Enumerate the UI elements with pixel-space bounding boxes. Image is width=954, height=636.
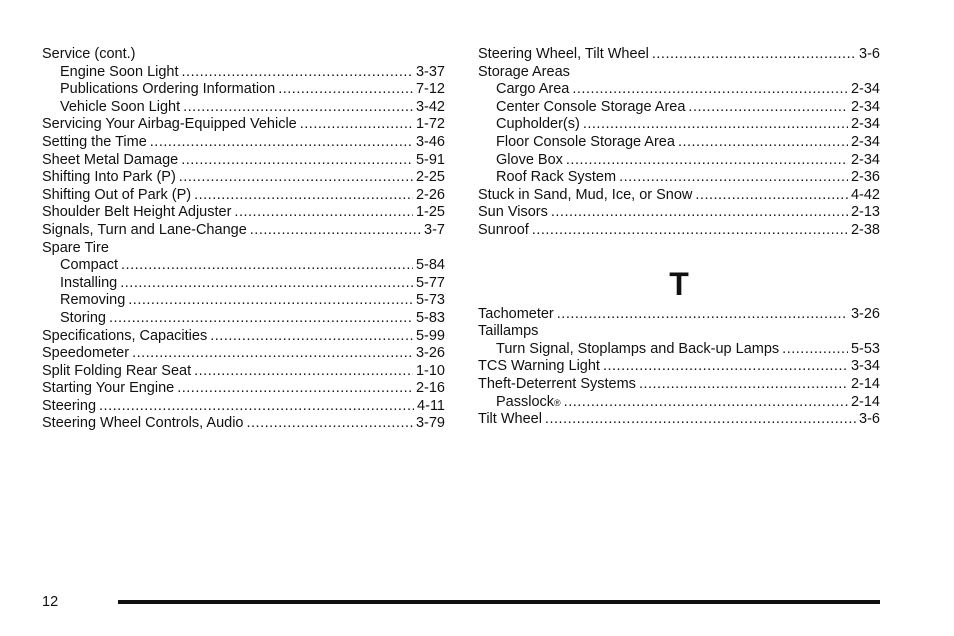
entry-label: Storage Areas <box>478 63 570 80</box>
dot-leader <box>545 411 856 429</box>
entry-label: Passlock <box>496 393 555 410</box>
index-heading <box>42 240 445 258</box>
dot-leader <box>234 204 413 222</box>
entry-label: Engine Soon Light <box>60 63 179 80</box>
entry-label: Steering Wheel, Tilt Wheel <box>478 46 649 62</box>
index-entry <box>478 46 880 64</box>
dot-leader <box>182 64 413 82</box>
entry-page: 3-26 <box>850 305 880 322</box>
dot-leader <box>181 152 413 170</box>
index-entry <box>42 169 445 187</box>
dot-leader <box>564 394 848 412</box>
dot-leader <box>210 328 413 346</box>
index-heading <box>42 46 445 64</box>
entry-page: 4-11 <box>417 397 445 414</box>
dot-leader <box>566 152 848 170</box>
entry-page: 3-79 <box>415 415 445 432</box>
entry-label: Shoulder Belt Height Adjuster <box>42 204 232 221</box>
entry-page: 2-25 <box>415 169 445 186</box>
entry-label: Shifting Into Park (P) <box>42 169 176 186</box>
index-entry: Passlock ® ..... 2-14 <box>478 394 880 412</box>
index-entry <box>478 411 880 429</box>
dot-leader <box>532 222 848 240</box>
dot-leader <box>150 134 413 152</box>
dot-leader <box>177 380 413 398</box>
entry-page: 3-26 <box>415 345 445 362</box>
index-entry <box>478 376 880 394</box>
entry-label: Tachometer <box>478 305 554 322</box>
entry-page: 4-42 <box>850 186 880 203</box>
entry-label: Installing <box>60 274 118 291</box>
dot-leader <box>247 415 413 433</box>
entry-label: Stuck in Sand, Mud, Ice, or Snow <box>478 186 693 203</box>
dot-leader <box>278 81 413 99</box>
entry-label: Starting Your Engine <box>42 380 175 397</box>
entry-label: Sunroof <box>478 221 529 238</box>
index-entry <box>42 328 445 346</box>
index-entry <box>478 169 880 187</box>
entry-page: 2-34 <box>850 151 880 168</box>
entry-page: 3-42 <box>415 98 445 115</box>
entry-label: Removing <box>60 292 126 309</box>
dot-leader <box>194 363 413 381</box>
entry-page: 2-13 <box>850 204 880 221</box>
dot-leader <box>128 292 413 310</box>
entry-label: Shifting Out of Park (P) <box>42 186 192 203</box>
index-entry <box>42 81 445 99</box>
index-column-right <box>478 46 880 429</box>
entry-label: Roof Rack System <box>496 169 617 186</box>
index-heading <box>478 64 880 82</box>
index-entry <box>42 134 445 152</box>
entry-page: 2-38 <box>850 221 880 238</box>
index-entry <box>42 275 445 293</box>
index-entry <box>42 187 445 205</box>
index-list-t <box>478 306 880 429</box>
entry-page: 2-26 <box>415 186 445 203</box>
dot-leader <box>300 116 413 134</box>
index-entry <box>42 116 445 134</box>
index-entry <box>478 204 880 222</box>
index-entry <box>42 222 445 240</box>
entry-label: Sheet Metal Damage <box>42 151 179 168</box>
dot-leader <box>652 46 856 64</box>
dot-leader <box>179 169 413 187</box>
dot-leader <box>551 204 848 222</box>
entry-label: Split Folding Rear Seat <box>42 362 192 379</box>
entry-page: 2-34 <box>850 81 880 98</box>
entry-label: Sun Visors <box>478 204 548 221</box>
index-entry <box>478 358 880 376</box>
entry-page: 3-37 <box>415 63 445 80</box>
dot-leader <box>99 398 414 416</box>
entry-page: 5-73 <box>415 292 445 309</box>
index-entry <box>42 64 445 82</box>
entry-page: 2-36 <box>850 169 880 186</box>
entry-label: Center Console Storage Area <box>496 98 686 115</box>
entry-label: Publications Ordering Information <box>60 81 276 98</box>
entry-label: Cargo Area <box>496 81 570 98</box>
footer-rule <box>118 600 880 604</box>
entry-page: 1-10 <box>415 362 445 379</box>
index-column-left <box>42 46 445 433</box>
dot-leader <box>782 341 848 359</box>
entry-page: 2-16 <box>415 380 445 397</box>
entry-label: Service (cont.) <box>42 46 136 62</box>
entry-page: 5-99 <box>415 327 445 344</box>
entry-label: Servicing Your Airbag-Equipped Vehicle <box>42 116 297 133</box>
entry-page: 2-14 <box>850 375 880 392</box>
dot-leader <box>250 222 421 240</box>
index-entry <box>42 398 445 416</box>
index-list-s-continued <box>478 46 880 240</box>
index-entry <box>42 345 445 363</box>
dot-leader <box>695 187 848 205</box>
entry-label: Tilt Wheel <box>478 411 542 428</box>
section-letter: T <box>669 265 689 302</box>
entry-label: Taillamps <box>478 323 539 340</box>
index-entry <box>42 204 445 222</box>
page-number: 12 <box>42 594 59 610</box>
entry-page: 5-84 <box>415 257 445 274</box>
index-entry <box>42 415 445 433</box>
entry-page: 5-53 <box>850 340 880 357</box>
index-entry <box>478 222 880 240</box>
entry-label: Floor Console Storage Area <box>496 133 675 150</box>
entry-label: TCS Warning Light <box>478 358 600 375</box>
entry-label: Specifications, Capacities <box>42 327 208 344</box>
entry-page: 1-72 <box>415 116 445 133</box>
dot-leader <box>109 310 413 328</box>
entry-label: Steering Wheel Controls, Audio <box>42 415 244 432</box>
entry-page: 3-7 <box>424 221 445 238</box>
dot-leader <box>603 358 848 376</box>
entry-page: 7-12 <box>415 81 445 98</box>
index-heading <box>478 323 880 341</box>
index-entry <box>42 292 445 310</box>
dot-leader <box>678 134 848 152</box>
entry-label: Signals, Turn and Lane-Change <box>42 221 247 238</box>
entry-label: Turn Signal, Stoplamps and Back-up Lamps <box>496 340 780 357</box>
index-entry <box>478 306 880 324</box>
dot-leader <box>572 81 848 99</box>
dot-leader <box>194 187 413 205</box>
index-list-left <box>42 46 445 433</box>
index-entry <box>42 152 445 170</box>
entry-page: 5-91 <box>415 151 445 168</box>
dot-leader <box>619 169 848 187</box>
index-entry <box>42 310 445 328</box>
entry-page: 1-25 <box>415 204 445 221</box>
dot-leader <box>583 116 848 134</box>
entry-page: 2-14 <box>850 393 880 410</box>
index-entry <box>478 341 880 359</box>
entry-label: Speedometer <box>42 345 130 362</box>
dot-leader <box>688 99 848 117</box>
index-entry <box>42 99 445 117</box>
dot-leader <box>183 99 413 117</box>
index-entry <box>478 99 880 117</box>
entry-page: 3-6 <box>859 46 880 62</box>
entry-page: 5-83 <box>415 309 445 326</box>
dot-leader <box>132 345 413 363</box>
dot-leader <box>557 306 848 324</box>
index-entry <box>478 187 880 205</box>
dot-leader <box>639 376 848 394</box>
entry-label: Theft-Deterrent Systems <box>478 375 636 392</box>
entry-label: Setting the Time <box>42 133 147 150</box>
entry-label: Compact <box>60 257 119 274</box>
index-entry <box>42 257 445 275</box>
entry-label: Glove Box <box>496 151 563 168</box>
entry-label: Storing <box>60 309 106 326</box>
entry-page: 3-34 <box>850 358 880 375</box>
entry-page: 3-46 <box>415 133 445 150</box>
index-entry <box>42 380 445 398</box>
dot-leader <box>121 257 413 275</box>
entry-label: Vehicle Soon Light <box>60 98 181 115</box>
index-entry <box>478 152 880 170</box>
entry-page: 3-6 <box>859 411 880 428</box>
entry-page: 2-34 <box>850 133 880 150</box>
index-entry <box>478 81 880 99</box>
entry-page: 5-77 <box>415 274 445 291</box>
entry-label: Spare Tire <box>42 239 109 256</box>
dot-leader <box>120 275 413 293</box>
entry-label: Steering <box>42 397 97 414</box>
index-entry <box>478 116 880 134</box>
entry-label: Cupholder(s) <box>496 116 580 133</box>
entry-page: 2-34 <box>850 116 880 133</box>
index-entry <box>478 134 880 152</box>
entry-page: 2-34 <box>850 98 880 115</box>
index-entry <box>42 363 445 381</box>
